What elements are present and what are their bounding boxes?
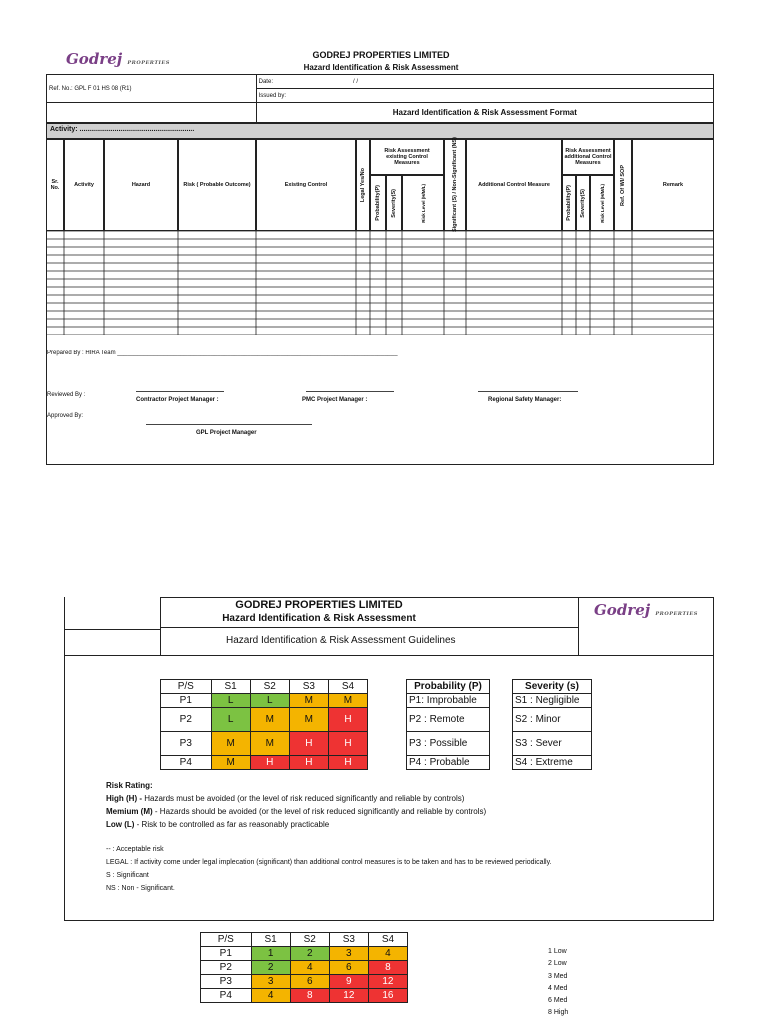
- col-hazard: Hazard: [104, 139, 178, 231]
- gpl-pm: GPL Project Manager: [196, 430, 257, 436]
- activity-bar: Activity: ...........................................................: [46, 123, 714, 139]
- approved-by: Approved By:: [47, 413, 84, 419]
- matrix-row: P1 L L M M: [161, 694, 368, 708]
- scale-item: 4 Med: [548, 984, 568, 992]
- prob-item: P4 : Probable: [407, 756, 490, 770]
- matrix-header-row: P/S S1 S2 S3 S4: [161, 680, 368, 694]
- risk-rating-notes: [106, 779, 706, 831]
- sev-item: S4 : Extreme: [513, 756, 592, 770]
- col-existing: Existing Control: [256, 139, 356, 231]
- col-risklevel: Risk Level (H/M/L): [402, 175, 444, 231]
- sig-line-gpl: [146, 424, 312, 425]
- scale-item: 3 Med: [548, 972, 568, 980]
- header-line-top: [160, 597, 714, 598]
- scale-item: 6 Med: [548, 997, 568, 1005]
- col-significant: Significant (S) / Non-Significant (NS): [444, 139, 466, 231]
- probability-legend: [406, 679, 490, 770]
- numeric-header-row: P/S S1 S2 S3 S4: [201, 933, 408, 947]
- subtitle: Hazard Identification & Risk Assessment: [303, 63, 459, 72]
- score-scale: [548, 946, 568, 1020]
- col-ref: Ref. Of WI/ SOP: [614, 139, 632, 231]
- high-note: High (H) - Hazards must be avoided (or the level of risk reduced significantly and reliable by controls): [106, 794, 465, 803]
- matrix-row: P3 M M H H: [161, 732, 368, 756]
- col-prob2: Probability(P): [562, 175, 576, 231]
- sig-line-regional: [478, 391, 578, 392]
- prob-item: P3 : Possible: [407, 732, 490, 756]
- reviewed-by: Reviewed By :: [47, 392, 86, 398]
- ref-block: [46, 74, 714, 123]
- header-vline-right: [578, 597, 579, 655]
- numeric-row: P4 4 8 12 16: [201, 989, 408, 1003]
- sheet2-company: GODREJ PROPERTIES LIMITED: [235, 599, 403, 611]
- column-headers: [46, 139, 714, 231]
- numeric-row: P2 2 4 6 8: [201, 961, 408, 975]
- col-ra-existing: Risk Assessment existing Control Measures: [370, 139, 444, 175]
- prob-item: P1: Improbable: [407, 694, 490, 708]
- legend-notes: [106, 843, 706, 895]
- sev-item: S2 : Minor: [513, 708, 592, 732]
- col-legal: Legal Yes/No: [356, 139, 370, 231]
- acceptable-note: -- : Acceptable risk: [106, 846, 164, 853]
- col-risk: Risk ( Probable Outcome): [178, 139, 256, 231]
- empty-rows: [46, 231, 714, 335]
- low-note: Low (L) - Risk to be controlled as far as reasonably practicable: [106, 820, 330, 829]
- header-line-bottom: [64, 655, 714, 656]
- scale-item: 2 Low: [548, 960, 567, 968]
- col-remark: Remark: [632, 139, 714, 231]
- guidelines-title: Hazard Identification & Risk Assessment Guidelines: [226, 635, 456, 646]
- scale-item: 1 Low: [548, 948, 567, 955]
- legal-note: LEGAL : If activity come under legal implecation (significant) than additional control measures is to be taken and has to be reviewed periodically.: [106, 859, 552, 866]
- sheet2: [64, 597, 714, 921]
- header-line-mid: [64, 629, 160, 630]
- col-risklevel2: Risk Level (H/M/L): [590, 175, 614, 231]
- date-label: Date:: [258, 78, 273, 85]
- col-activity: Activity: [64, 139, 104, 231]
- sev-item: S3 : Sever: [513, 732, 592, 756]
- matrix-row: P4 M H H H: [161, 756, 368, 770]
- ref-no: Ref. No.: GPL F 01 HS 08 (R1): [47, 75, 257, 103]
- prepared-by: Prepared By : HIRA Team ____________________________________________________________________________________: [47, 350, 398, 356]
- format-title: Hazard Identification & Risk Assessment Format: [256, 103, 713, 123]
- godrej-logo-2: Godrej PROPERTIES: [594, 601, 698, 619]
- ns-note: NS : Non - Significant.: [106, 885, 175, 892]
- scale-item: 8 High: [548, 1009, 569, 1017]
- company-title: GODREJ PROPERTIES LIMITED: [312, 50, 450, 60]
- sig-line-contractor: [136, 391, 224, 392]
- header-vline-left: [160, 597, 161, 655]
- risk-matrix: [160, 679, 368, 770]
- col-additional: Additional Control Measure: [466, 139, 562, 231]
- col-sev: Severity(S): [386, 175, 402, 231]
- matrix-row: P2 L M M H: [161, 708, 368, 732]
- risk-rating-label: Risk Rating:: [106, 781, 153, 790]
- sev-item: S1 : Negligible: [513, 694, 592, 708]
- col-prob: Probability(P): [370, 175, 386, 231]
- godrej-logo: Godrej PROPERTIES: [66, 50, 170, 68]
- regional-sm: Regional Safety Manager:: [488, 397, 562, 403]
- pmc-pm: PMC Project Manager :: [302, 397, 368, 403]
- prob-item: P2 : Remote: [407, 708, 490, 732]
- medium-note: Memium (M) - Hazards should be avoided (or the level of risk reduced significantly and reliable by controls): [106, 807, 487, 816]
- contractor-pm: Contractor Project Manager :: [136, 397, 219, 403]
- numeric-matrix: [200, 932, 408, 1003]
- issued-by: Issued by:: [256, 89, 713, 103]
- sheet1: [46, 44, 714, 465]
- numeric-row: P1 1 2 3 4: [201, 947, 408, 961]
- col-sev2: Severity(S): [576, 175, 590, 231]
- severity-legend: [512, 679, 592, 770]
- col-sr: Sr. No.: [46, 139, 64, 231]
- header-hline-center: [160, 627, 578, 628]
- sheet2-subtitle: Hazard Identification & Risk Assessment: [222, 613, 416, 624]
- probability-title: Probability (P): [407, 680, 490, 694]
- numeric-row: P3 3 6 9 12: [201, 975, 408, 989]
- date-value: / /: [352, 78, 358, 85]
- col-ra-additional: Risk Assessment additional Control Measures: [562, 139, 614, 175]
- severity-title: Severity (s): [513, 680, 592, 694]
- sig-line-pmc: [306, 391, 394, 392]
- s-note: S : Significant: [106, 872, 149, 879]
